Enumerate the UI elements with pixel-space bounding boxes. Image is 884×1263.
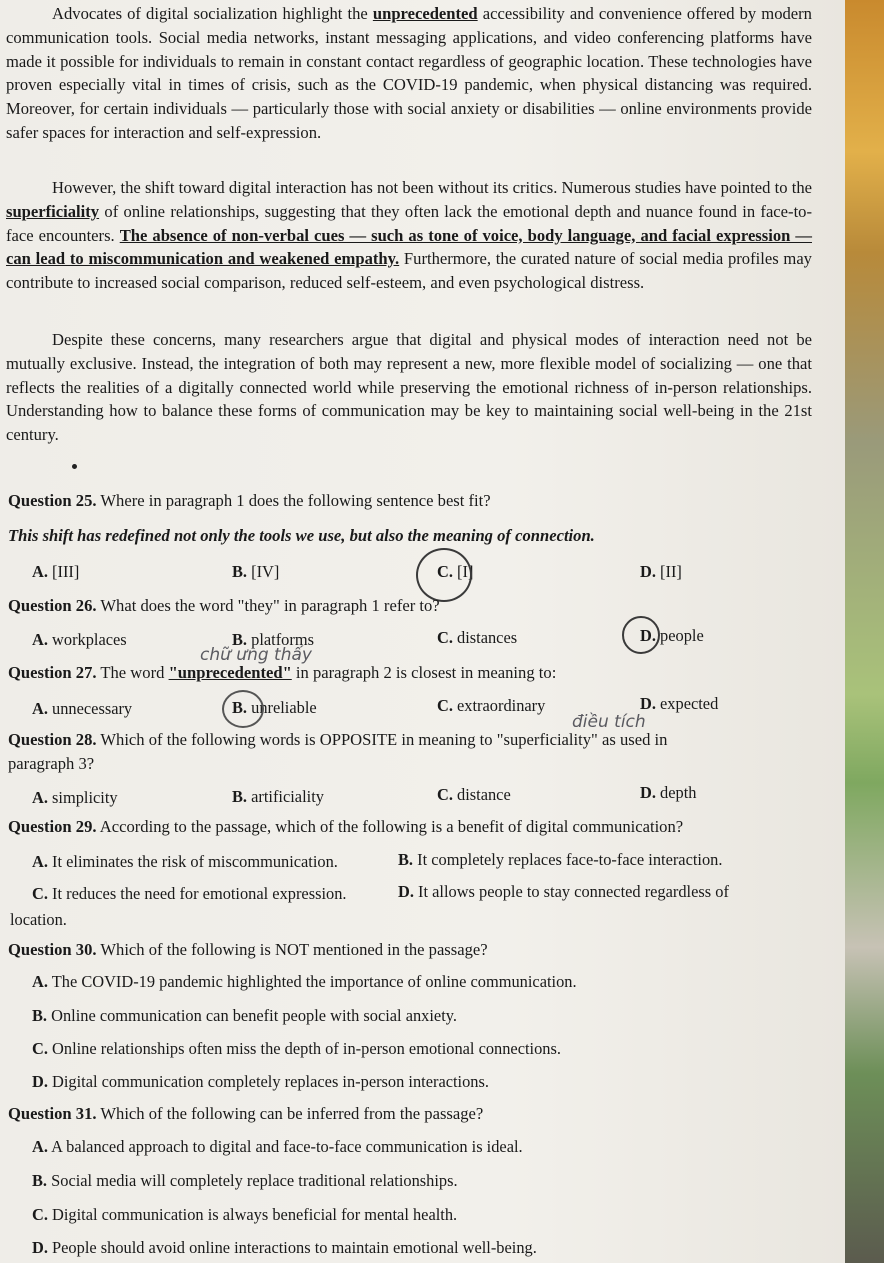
q27-label: Question 27. [8, 663, 97, 682]
q31-label: Question 31. [8, 1104, 97, 1123]
q27-option-a[interactable]: A. unnecessary [32, 699, 133, 718]
paragraph-2 [6, 176, 812, 295]
q27-word: "unprecedented" [168, 663, 292, 682]
question-26 [8, 596, 440, 616]
q28-option-c[interactable]: C. distance [437, 785, 511, 804]
paragraph-1 [6, 2, 812, 145]
q31-text: Which of the following can be inferred from the passage? [96, 1104, 484, 1123]
p1-emphasis: unprecedented [372, 4, 478, 23]
p2-text-a: However, the shift toward digital interaction has not been without its critics. Numerous studies have pointed to the [52, 178, 812, 197]
q28-option-b[interactable]: B. artificiality [232, 787, 324, 806]
q26-option-a[interactable]: A. workplaces [32, 630, 127, 649]
q30-option-a[interactable]: A. The COVID-19 pandemic highlighted the importance of online communication. [32, 972, 577, 991]
answer-circle-q27 [222, 690, 264, 728]
q31-option-c[interactable]: C. Digital communication is always beneficial for mental health. [32, 1205, 458, 1224]
q25-option-d[interactable]: D. [II] [640, 562, 682, 581]
q30-option-b[interactable]: B. Online communication can benefit people with social anxiety. [32, 1006, 457, 1025]
question-31 [8, 1104, 483, 1124]
q26-text: What does the word "they" in paragraph 1 refer to? [96, 596, 440, 615]
paragraph-3 [6, 328, 812, 447]
background-edge [845, 0, 884, 1263]
q26-option-d[interactable]: D. people [640, 626, 704, 645]
q29-option-d[interactable]: D. It allows people to stay connected regardless of [398, 882, 729, 901]
q29-option-d-line2: location. [10, 910, 67, 929]
question-27 [8, 663, 556, 683]
question-25 [8, 491, 491, 511]
q28-option-a[interactable]: A. simplicity [32, 788, 118, 807]
q26-option-c[interactable]: C. distances [437, 628, 518, 647]
q25-sentence: This shift has redefined not only the tools we use, but also the meaning of connection. [8, 526, 595, 545]
q28-option-d[interactable]: D. depth [640, 783, 697, 802]
handwritten-note-1: chữ ưng thấy [200, 645, 312, 665]
q25-text: Where in paragraph 1 does the following sentence best fit? [96, 491, 491, 510]
q27-option-b[interactable]: B. unreliable [232, 698, 317, 717]
q31-option-a[interactable]: A. A balanced approach to digital and face-to-face communication is ideal. [32, 1137, 523, 1156]
q30-label: Question 30. [8, 940, 97, 959]
question-30 [8, 940, 488, 960]
p2-emphasis: superficiality [6, 201, 100, 221]
q29-label: Question 29. [8, 817, 97, 836]
q29-option-a[interactable]: A. It eliminates the risk of miscommunication. [32, 852, 338, 871]
answer-circle-q25 [416, 548, 472, 602]
p2-text-b: of online relationships, suggesting that they often lack the emotional depth and nuance found in face-to-face encounters. [6, 201, 812, 245]
q31-option-d[interactable]: D. People should avoid online interactions to maintain emotional well-being. [32, 1238, 537, 1257]
question-29 [8, 817, 683, 837]
q30-option-c[interactable]: C. Online relationships often miss the depth of in-person emotional connections. [32, 1039, 561, 1058]
q28-label: Question 28. [8, 730, 97, 749]
q25-option-a[interactable]: A. [III] [32, 562, 80, 581]
q28-text: Which of the following words is OPPOSITE in meaning to "superficiality" as used in [96, 730, 668, 749]
q25-option-c[interactable]: C. [I] [437, 562, 474, 581]
p1-text-b: accessibility and convenience offered by modern communication tools. Social media networks, instant messaging applications, and video conferencing platforms have made it possible for individuals to remain in constant contact regardless of geographic location. These technologies have proven especially vital in times of crisis, such as the COVID-19 pandemic, when physical distancing was required. Moreover, for certain individuals — particularly those with social anxiety or disabilities — online environments provide safer spaces for interaction and self-expression. [6, 4, 812, 142]
q25-label: Question 25. [8, 491, 97, 510]
q29-option-c[interactable]: C. It reduces the need for emotional expression. [32, 884, 347, 903]
q26-option-b[interactable]: B. platforms [232, 630, 314, 649]
q27-option-d[interactable]: D. expected [640, 694, 719, 713]
q26-label: Question 26. [8, 596, 97, 615]
answer-circle-q26 [622, 616, 660, 654]
q27-text-b: in paragraph 2 is closest in meaning to: [291, 663, 557, 682]
q28-text-line2: paragraph 3? [8, 754, 95, 773]
p3-text: Despite these concerns, many researchers argue that digital and physical modes of interaction need not be mutually exclusive. Instead, the integration of both may represent a new, more flexible model of socializing — one that reflects the realities of a digitally connected world while preserving the emotional richness of in-person relationships. Understanding how to balance these forms of communication may be key to maintaining social well-being in the 21st century. [6, 330, 812, 445]
q30-text: Which of the following is NOT mentioned in the passage? [96, 940, 488, 959]
p2-text-c: Furthermore, the curated nature of social media profiles may contribute to increased social comparison, reduced self-esteem, and even psychological distress. [6, 249, 812, 293]
question-28 [8, 730, 667, 750]
q27-option-c[interactable]: C. extraordinary [437, 696, 546, 715]
p1-text-a: Advocates of digital socialization highlight the [52, 4, 373, 23]
ink-dot [72, 464, 77, 469]
q29-option-b[interactable]: B. It completely replaces face-to-face interaction. [398, 850, 723, 869]
q29-text: According to the passage, which of the following is a benefit of digital communication? [96, 817, 684, 836]
q31-option-b[interactable]: B. Social media will completely replace traditional relationships. [32, 1171, 458, 1190]
q30-option-d[interactable]: D. Digital communication completely replaces in-person interactions. [32, 1072, 489, 1091]
handwritten-note-2: điều tích [572, 712, 646, 732]
p2-emphasis-2: The absence of non-verbal cues — such as tone of voice, body language, and facial expression — can lead to miscommunication and weakened empathy. [6, 225, 812, 269]
q25-option-b[interactable]: B. [IV] [232, 562, 280, 581]
q27-text-a: The word [96, 663, 169, 682]
